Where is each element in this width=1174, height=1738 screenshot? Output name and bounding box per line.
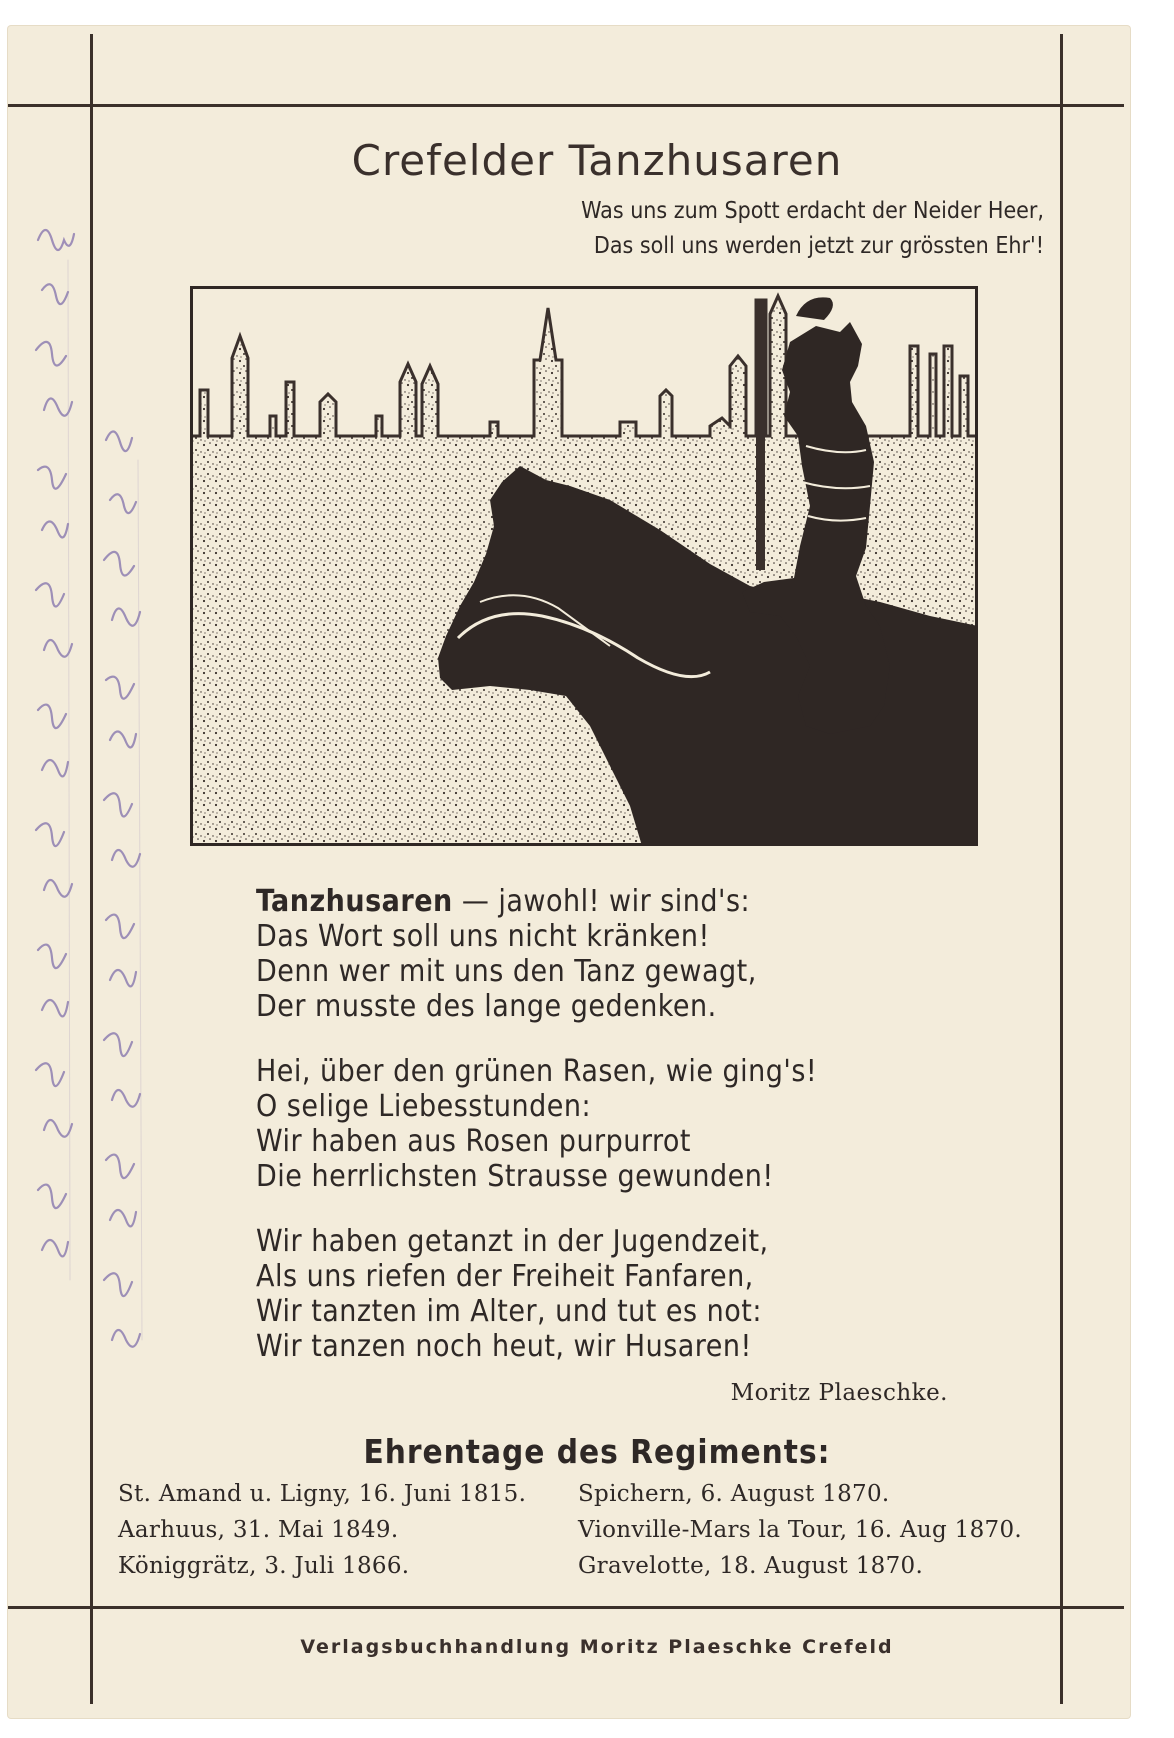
publisher-imprint: Verlagsbuchhandlung Moritz Plaeschke Crefeld: [300, 1636, 894, 1658]
honours-entry: Spichern, 6. August 1870.: [578, 1481, 890, 1507]
honours-entry: Vionville-Mars la Tour, 16. Aug 1870.: [578, 1517, 1023, 1543]
bottom-border-rule: [8, 1606, 1124, 1609]
poem-line: Wir haben getanzt in der Jugendzeit,: [256, 1224, 769, 1259]
handwritten-margin-notes: [8, 200, 178, 1460]
honours-heading: Ehrentage des Regiments:: [363, 1432, 831, 1471]
poem-lead-word: Tanzhusaren: [256, 884, 453, 919]
poem-author: Moritz Plaeschke.: [730, 1380, 948, 1406]
poem: [256, 884, 1016, 1394]
poem-line: [256, 884, 1016, 919]
top-border-rule: [8, 104, 1124, 107]
poem-line: Wir tanzen noch heut, wir Husaren!: [256, 1329, 752, 1364]
poem-line: Der musste des lange gedenken.: [256, 989, 717, 1024]
couplet-line: Was uns zum Spott erdacht der Neider Heer,: [581, 198, 1044, 224]
poem-stanza: [256, 1224, 1016, 1364]
poem-line: Wir tanzten im Alter, und tut es not:: [256, 1294, 762, 1329]
honours-row: [118, 1512, 1048, 1548]
poem-line: Die herrlichsten Strausse gewunden!: [256, 1159, 774, 1194]
poem-line: Hei, über den grünen Rasen, wie ging's!: [256, 1054, 818, 1089]
honours-list: [118, 1476, 1048, 1584]
honours-entry: Gravelotte, 18. August 1870.: [578, 1553, 924, 1579]
poem-stanza: [256, 1054, 1016, 1194]
honours-entry: Aarhuus, 31. Mai 1849.: [118, 1517, 399, 1543]
poem-line: O selige Liebesstunden:: [256, 1089, 592, 1124]
poem-line: Denn wer mit uns den Tanz gewagt,: [256, 954, 757, 989]
hussar-woodcut-illustration: [190, 286, 978, 846]
honours-row: [118, 1476, 1048, 1512]
motto-couplet: [404, 194, 1044, 264]
honours-entry: St. Amand u. Ligny, 16. Juni 1815.: [118, 1481, 527, 1507]
poem-stanza: [256, 884, 1016, 1024]
poem-line: Das Wort soll uns nicht kränken!: [256, 919, 710, 954]
honours-entry: Königgrätz, 3. Juli 1866.: [118, 1553, 410, 1579]
honours-row: [118, 1548, 1048, 1584]
poem-line: Wir haben aus Rosen purpurrot: [256, 1124, 691, 1159]
card-title: Crefelder Tanzhusaren: [351, 136, 843, 185]
couplet-line: Das soll uns werden jetzt zur grössten Ehr'!: [593, 233, 1044, 259]
lance-pole: [756, 300, 765, 570]
poem-line-rest: — jawohl! wir sind's:: [452, 884, 751, 919]
poem-line: Als uns riefen der Freiheit Fanfaren,: [256, 1259, 754, 1294]
